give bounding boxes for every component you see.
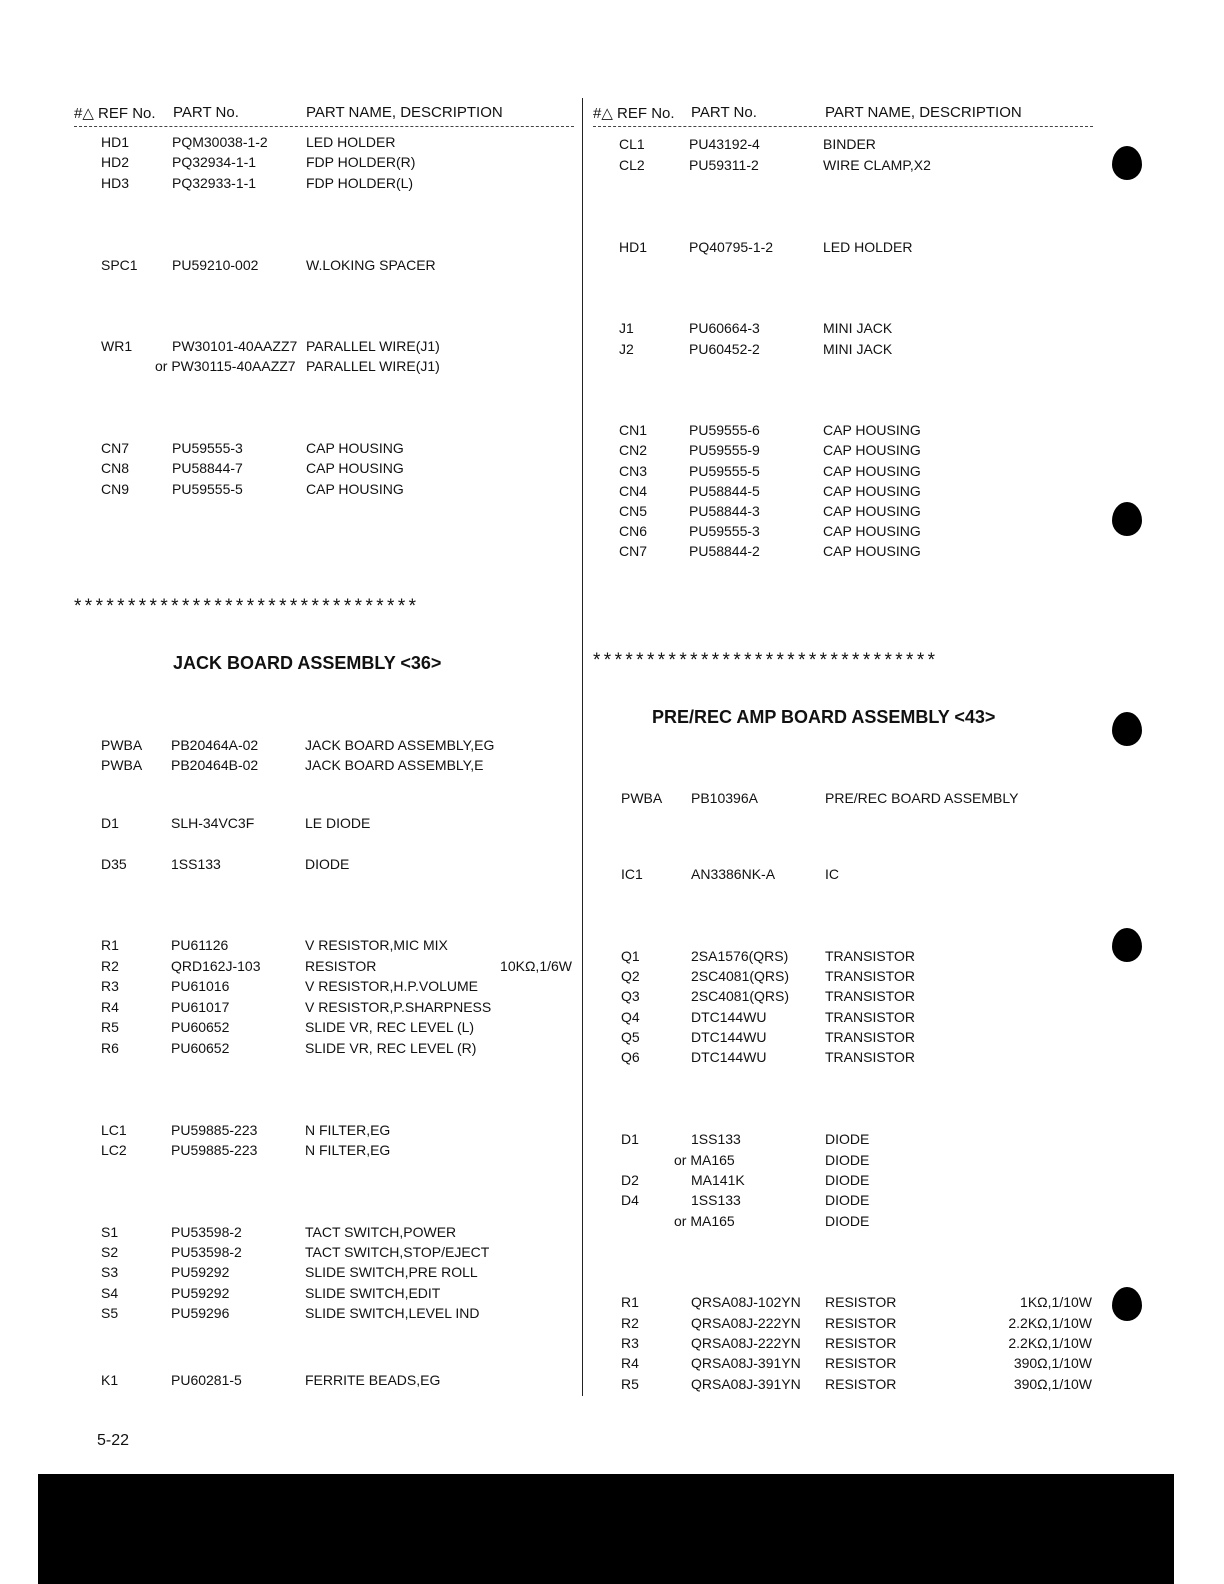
desc-cell: RESISTOR — [825, 1355, 897, 1371]
desc-cell: TACT SWITCH,POWER — [305, 1224, 457, 1240]
desc-cell: TRANSISTOR — [825, 988, 915, 1004]
ref-cell: K1 — [101, 1372, 119, 1388]
ref-cell: Q5 — [621, 1029, 640, 1045]
ref-cell: PWBA — [101, 737, 143, 753]
ref-cell: Q4 — [621, 1009, 640, 1025]
ref-cell: R3 — [101, 978, 119, 994]
part-cell: PU53598-2 — [171, 1224, 242, 1240]
desc-cell: JACK BOARD ASSEMBLY,E — [305, 757, 484, 773]
desc-cell: FERRITE BEADS,EG — [305, 1372, 441, 1388]
table-row — [101, 856, 572, 876]
ref-cell: J1 — [619, 320, 634, 336]
column-divider — [582, 98, 583, 1396]
table-row — [101, 1372, 572, 1392]
ref-header: #△ REF No. — [593, 105, 675, 122]
ref-cell: R5 — [101, 1019, 119, 1035]
table-row — [101, 737, 572, 757]
desc-header: PART NAME, DESCRIPTION — [306, 104, 503, 121]
part-cell: 1SS133 — [171, 856, 221, 872]
ref-cell: S3 — [101, 1264, 119, 1280]
part-cell: PU60452-2 — [689, 341, 760, 357]
ref-cell: CN7 — [619, 543, 648, 559]
desc-cell: TRANSISTOR — [825, 968, 915, 984]
ref-cell: S1 — [101, 1224, 119, 1240]
desc-cell: RESISTOR — [825, 1294, 897, 1310]
part-cell: PU59311-2 — [689, 157, 759, 173]
table-row — [621, 1029, 1092, 1049]
prerec-board-title: PRE/REC AMP BOARD ASSEMBLY <43> — [652, 707, 996, 727]
left-column-header — [74, 104, 574, 127]
table-row — [621, 1355, 1092, 1375]
table-row — [101, 757, 572, 777]
desc-cell: TRANSISTOR — [825, 1029, 915, 1045]
table-row — [621, 1172, 1092, 1192]
desc-cell: LED HOLDER — [306, 134, 396, 150]
ref-cell: D1 — [621, 1131, 639, 1147]
desc-cell: CAP HOUSING — [823, 543, 921, 559]
table-row — [101, 440, 571, 460]
part-cell: PU60652 — [171, 1019, 230, 1035]
desc-cell: CAP HOUSING — [823, 442, 921, 458]
part-cell: or MA165 — [674, 1213, 735, 1229]
desc-cell: DIODE — [825, 1172, 870, 1188]
ref-cell: CN9 — [101, 481, 130, 497]
table-row — [101, 338, 571, 358]
desc-cell: WIRE CLAMP,X2 — [823, 157, 931, 173]
table-row — [619, 483, 1089, 503]
desc-cell: V RESISTOR,MIC MIX — [305, 937, 448, 953]
part-cell: PU59555-3 — [689, 523, 760, 539]
scan-edge-band — [38, 1474, 1174, 1584]
part-cell: PU60664-3 — [689, 320, 760, 336]
desc-cell: PARALLEL WIRE(J1) — [306, 358, 440, 374]
table-row — [101, 481, 571, 501]
value-cell: 10KΩ,1/6W — [500, 958, 572, 974]
ref-cell: HD2 — [101, 154, 130, 170]
ref-cell: CN4 — [619, 483, 648, 499]
table-row — [621, 1192, 1092, 1212]
ref-cell: CN1 — [619, 422, 648, 438]
desc-cell: BINDER — [823, 136, 876, 152]
ref-cell: R6 — [101, 1040, 119, 1056]
desc-cell: DIODE — [825, 1192, 870, 1208]
part-cell: 2SC4081(QRS) — [691, 968, 790, 984]
page-number: 5-22 — [97, 1432, 130, 1449]
jack-board-title: JACK BOARD ASSEMBLY <36> — [173, 653, 442, 673]
part-cell: SLH-34VC3F — [171, 815, 255, 831]
ref-cell: R2 — [101, 958, 119, 974]
part-cell: PU59555-5 — [172, 481, 243, 497]
ref-cell: CN7 — [101, 440, 130, 456]
part-cell: 2SA1576(QRS) — [691, 948, 789, 964]
part-cell: AN3386NK-A — [691, 866, 776, 882]
binder-hole-mark — [1112, 928, 1142, 962]
table-row — [621, 968, 1092, 988]
table-row — [101, 1224, 572, 1244]
desc-cell: TRANSISTOR — [825, 948, 915, 964]
part-cell: 1SS133 — [691, 1131, 741, 1147]
part-cell: 1SS133 — [691, 1192, 741, 1208]
part-cell: QRSA08J-102YN — [691, 1294, 801, 1310]
part-cell: PQ40795-1-2 — [689, 239, 774, 255]
part-cell: PU59292 — [171, 1285, 230, 1301]
desc-cell: TRANSISTOR — [825, 1009, 915, 1025]
desc-cell: LED HOLDER — [823, 239, 913, 255]
part-cell: PU60281-5 — [171, 1372, 242, 1388]
part-cell: PU43192-4 — [689, 136, 760, 152]
value-cell: 2.2KΩ,1/10W — [1008, 1315, 1092, 1331]
ref-header: #△ REF No. — [74, 105, 156, 122]
desc-cell: V RESISTOR,H.P.VOLUME — [305, 978, 478, 994]
table-row — [619, 239, 1089, 259]
table-row — [619, 320, 1089, 340]
desc-cell: IC — [825, 866, 839, 882]
table-row — [621, 1152, 1092, 1172]
binder-hole-mark — [1112, 1287, 1142, 1321]
part-cell: PU59292 — [171, 1264, 230, 1280]
part-cell: MA141K — [691, 1172, 745, 1188]
table-row — [101, 1244, 572, 1264]
part-cell: or MA165 — [674, 1152, 735, 1168]
desc-cell: JACK BOARD ASSEMBLY,EG — [305, 737, 495, 753]
part-cell: PQ32934-1-1 — [172, 154, 257, 170]
table-row — [619, 523, 1089, 543]
ref-cell: R5 — [621, 1376, 639, 1392]
desc-cell: N FILTER,EG — [305, 1142, 391, 1158]
desc-cell: SLIDE SWITCH,EDIT — [305, 1285, 441, 1301]
part-cell: PU61126 — [171, 937, 229, 953]
ref-cell: Q1 — [621, 948, 640, 964]
desc-cell: CAP HOUSING — [823, 503, 921, 519]
desc-cell: CAP HOUSING — [306, 481, 404, 497]
ref-cell: PWBA — [621, 790, 663, 806]
table-row — [619, 422, 1089, 442]
ref-cell: LC1 — [101, 1122, 127, 1138]
part-cell: QRD162J-103 — [171, 958, 261, 974]
desc-cell: DIODE — [825, 1213, 870, 1229]
part-cell: PB20464A-02 — [171, 737, 259, 753]
part-cell: PU60652 — [171, 1040, 230, 1056]
ref-cell: CL2 — [619, 157, 645, 173]
table-row — [619, 503, 1089, 523]
ref-cell: IC1 — [621, 866, 643, 882]
value-cell: 2.2KΩ,1/10W — [1008, 1335, 1092, 1351]
ref-cell: SPC1 — [101, 257, 138, 273]
ref-cell: CN6 — [619, 523, 648, 539]
part-cell: PQM30038-1-2 — [172, 134, 268, 150]
table-row — [621, 1009, 1092, 1029]
desc-cell: RESISTOR — [825, 1376, 897, 1392]
table-row — [619, 341, 1089, 361]
table-row — [101, 1040, 572, 1060]
part-cell: PU58844-2 — [689, 543, 760, 559]
table-row — [621, 1315, 1092, 1335]
table-row — [101, 1019, 572, 1039]
desc-cell: CAP HOUSING — [823, 523, 921, 539]
desc-cell: PRE/REC BOARD ASSEMBLY — [825, 790, 1019, 806]
ref-cell: D1 — [101, 815, 119, 831]
desc-cell: W.LOKING SPACER — [306, 257, 436, 273]
table-row — [101, 815, 572, 835]
right-column-header — [593, 104, 1093, 127]
desc-cell: DIODE — [825, 1152, 870, 1168]
part-cell: PQ32933-1-1 — [172, 175, 257, 191]
desc-cell: SLIDE VR, REC LEVEL (L) — [305, 1019, 475, 1035]
desc-cell: CAP HOUSING — [823, 463, 921, 479]
table-row — [621, 948, 1092, 968]
desc-header: PART NAME, DESCRIPTION — [825, 104, 1022, 121]
ref-cell: S5 — [101, 1305, 119, 1321]
ref-cell: CN3 — [619, 463, 648, 479]
part-cell: PU59885-223 — [171, 1142, 258, 1158]
desc-cell: RESISTOR — [305, 958, 377, 974]
part-cell: or PW30115-40AAZZ7 — [155, 358, 296, 374]
table-row — [101, 154, 571, 174]
ref-cell: S4 — [101, 1285, 119, 1301]
table-row — [621, 1213, 1092, 1233]
desc-cell: CAP HOUSING — [306, 460, 404, 476]
desc-cell: FDP HOLDER(R) — [306, 154, 416, 170]
ref-cell: R1 — [101, 937, 119, 953]
desc-cell: MINI JACK — [823, 320, 893, 336]
desc-cell: TRANSISTOR — [825, 1049, 915, 1065]
table-row — [101, 1285, 572, 1305]
part-cell: PU58844-5 — [689, 483, 760, 499]
table-row — [619, 157, 1089, 177]
part-cell: PU61016 — [171, 978, 230, 994]
table-row — [621, 1294, 1092, 1314]
table-row — [101, 999, 572, 1019]
part-cell: PU59555-9 — [689, 442, 760, 458]
desc-cell: RESISTOR — [825, 1335, 897, 1351]
part-cell: PU59555-5 — [689, 463, 760, 479]
part-cell: PU58844-3 — [689, 503, 760, 519]
ref-cell: J2 — [619, 341, 634, 357]
table-row — [619, 543, 1089, 563]
desc-cell: RESISTOR — [825, 1315, 897, 1331]
part-cell: DTC144WU — [691, 1009, 767, 1025]
part-cell: PU53598-2 — [171, 1244, 242, 1260]
desc-cell: MINI JACK — [823, 341, 893, 357]
part-cell: PB10396A — [691, 790, 758, 806]
ref-cell: HD1 — [619, 239, 648, 255]
part-cell: PU58844-7 — [172, 460, 243, 476]
desc-cell: LE DIODE — [305, 815, 371, 831]
part-cell: PU59296 — [171, 1305, 230, 1321]
table-row — [101, 1122, 572, 1142]
desc-cell: CAP HOUSING — [823, 422, 921, 438]
part-cell: PU61017 — [171, 999, 230, 1015]
ref-cell: D2 — [621, 1172, 639, 1188]
ref-cell: R4 — [621, 1355, 639, 1371]
part-cell: QRSA08J-391YN — [691, 1376, 801, 1392]
table-row — [619, 136, 1089, 156]
ref-cell: PWBA — [101, 757, 143, 773]
table-row — [621, 1049, 1092, 1069]
ref-cell: CN5 — [619, 503, 648, 519]
desc-cell: DIODE — [825, 1131, 870, 1147]
ref-cell: R1 — [621, 1294, 639, 1310]
table-row — [101, 134, 571, 154]
table-row — [621, 790, 1092, 810]
part-cell: PU59555-3 — [172, 440, 243, 456]
ref-cell: R4 — [101, 999, 119, 1015]
desc-cell: CAP HOUSING — [823, 483, 921, 499]
binder-hole-mark — [1112, 712, 1142, 746]
part-cell: PU59210-002 — [172, 257, 259, 273]
ref-cell: WR1 — [101, 338, 133, 354]
desc-cell: N FILTER,EG — [305, 1122, 391, 1138]
ref-cell: S2 — [101, 1244, 119, 1260]
desc-cell: SLIDE VR, REC LEVEL (R) — [305, 1040, 477, 1056]
desc-cell: FDP HOLDER(L) — [306, 175, 414, 191]
table-row — [101, 1305, 572, 1325]
desc-cell: CAP HOUSING — [306, 440, 404, 456]
desc-cell: DIODE — [305, 856, 350, 872]
table-row — [101, 358, 571, 378]
part-header: PART No. — [173, 104, 239, 121]
ref-cell: D4 — [621, 1192, 639, 1208]
desc-cell: SLIDE SWITCH,PRE ROLL — [305, 1264, 478, 1280]
part-cell: PW30101-40AAZZ7 — [172, 338, 298, 354]
table-row — [101, 460, 571, 480]
desc-cell: PARALLEL WIRE(J1) — [306, 338, 440, 354]
desc-cell: V RESISTOR,P.SHARPNESS — [305, 999, 492, 1015]
ref-cell: R2 — [621, 1315, 639, 1331]
value-cell: 390Ω,1/10W — [1013, 1376, 1092, 1392]
section-separator-right: ******************************** — [593, 650, 939, 671]
ref-cell: CL1 — [619, 136, 645, 152]
table-row — [621, 1376, 1092, 1396]
section-separator-left: ******************************** — [74, 596, 420, 617]
part-cell: QRSA08J-222YN — [691, 1315, 801, 1331]
binder-hole-mark — [1112, 502, 1142, 536]
part-cell: 2SC4081(QRS) — [691, 988, 790, 1004]
table-row — [621, 1131, 1092, 1151]
ref-cell: HD1 — [101, 134, 130, 150]
part-cell: PU59555-6 — [689, 422, 760, 438]
table-row — [621, 866, 1092, 886]
part-cell: QRSA08J-222YN — [691, 1335, 801, 1351]
table-row — [101, 978, 572, 998]
ref-cell: CN8 — [101, 460, 130, 476]
ref-cell: LC2 — [101, 1142, 127, 1158]
ref-cell: D35 — [101, 856, 127, 872]
table-row — [619, 463, 1089, 483]
table-row — [101, 257, 571, 277]
table-row — [101, 1142, 572, 1162]
ref-cell: Q2 — [621, 968, 640, 984]
ref-cell: R3 — [621, 1335, 639, 1351]
binder-hole-mark — [1112, 146, 1142, 180]
value-cell: 1KΩ,1/10W — [1020, 1294, 1092, 1310]
table-row — [621, 988, 1092, 1008]
desc-cell: TACT SWITCH,STOP/EJECT — [305, 1244, 490, 1260]
ref-cell: HD3 — [101, 175, 130, 191]
part-cell: PB20464B-02 — [171, 757, 259, 773]
ref-cell: CN2 — [619, 442, 648, 458]
table-row — [621, 1335, 1092, 1355]
table-row — [101, 958, 572, 978]
table-row — [101, 175, 571, 195]
value-cell: 390Ω,1/10W — [1013, 1355, 1092, 1371]
ref-cell: Q6 — [621, 1049, 640, 1065]
part-cell: DTC144WU — [691, 1029, 767, 1045]
table-row — [619, 442, 1089, 462]
part-cell: QRSA08J-391YN — [691, 1355, 801, 1371]
part-header: PART No. — [691, 104, 757, 121]
ref-cell: Q3 — [621, 988, 640, 1004]
table-row — [101, 1264, 572, 1284]
part-cell: DTC144WU — [691, 1049, 767, 1065]
desc-cell: SLIDE SWITCH,LEVEL IND — [305, 1305, 480, 1321]
part-cell: PU59885-223 — [171, 1122, 258, 1138]
table-row — [101, 937, 572, 957]
